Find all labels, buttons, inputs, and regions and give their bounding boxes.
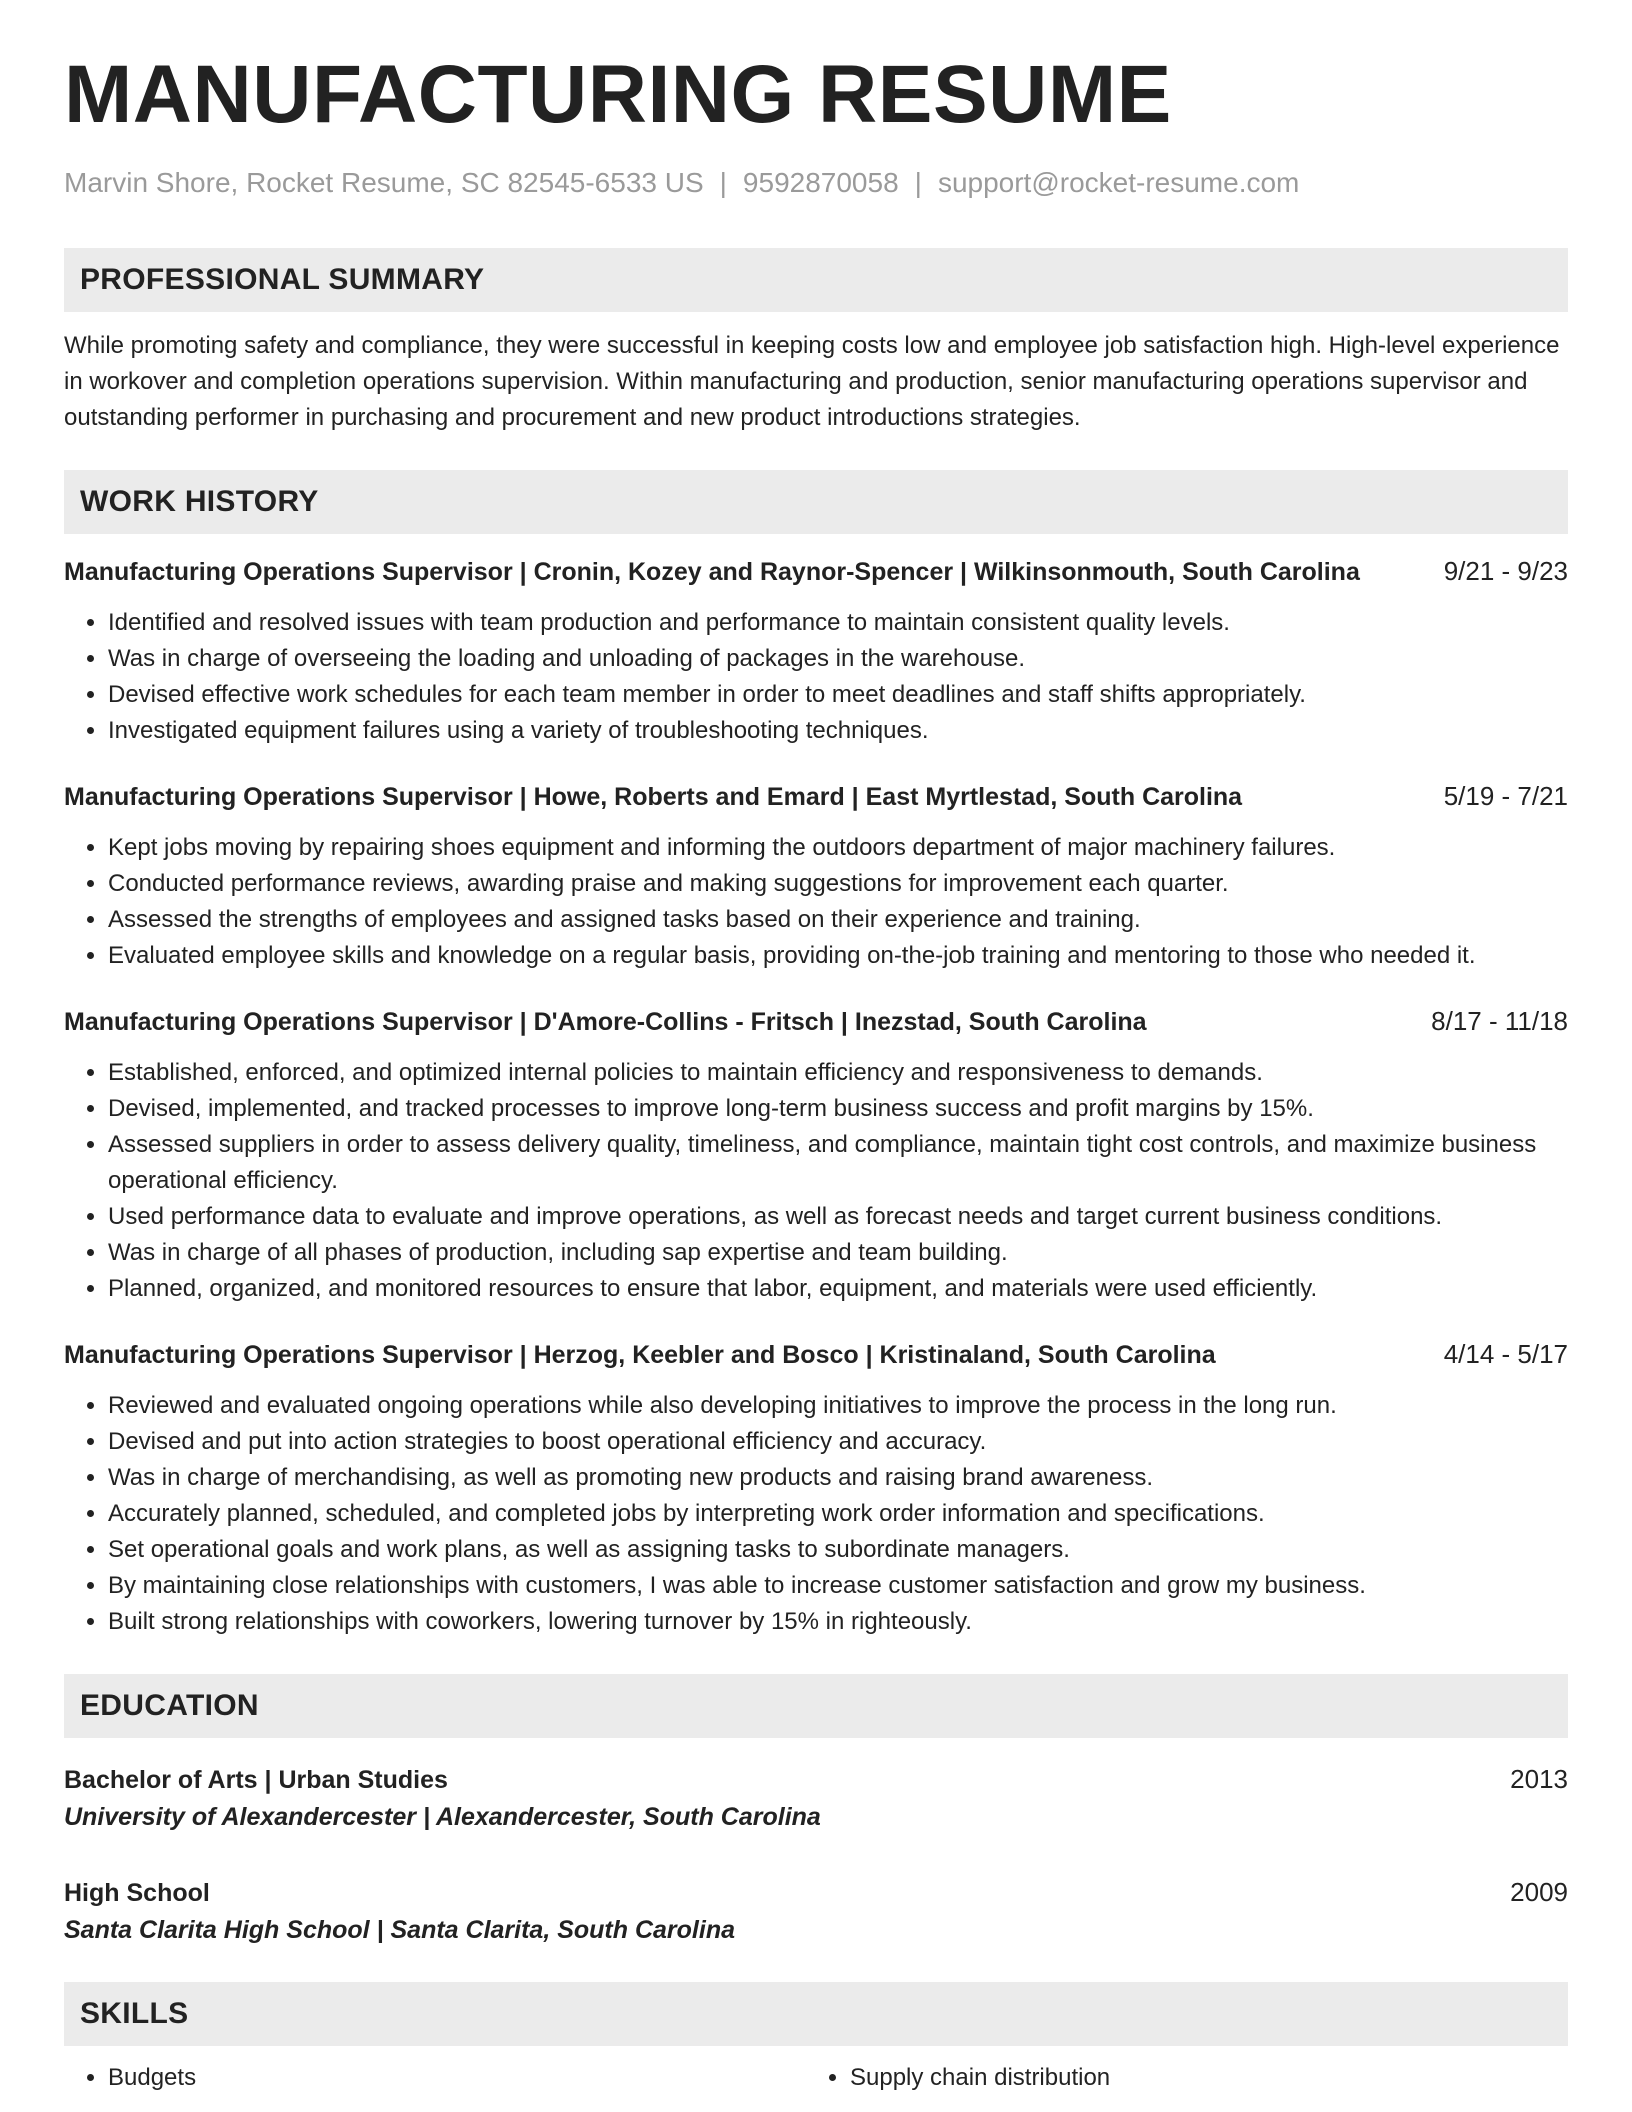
job-dates: 5/19 - 7/21 <box>1443 780 1568 811</box>
job-bullet: • Conducted performance reviews, awarding praise and making suggestions for improvement each quarter. <box>108 866 1568 902</box>
job-bullet: • Built strong relationships with coworkers, lowering turnover by 15% in righteously. <box>108 1604 1568 1640</box>
job-bullet: • Devised and put into action strategies to boost operational efficiency and accuracy. <box>108 1424 1568 1460</box>
job-bullet: • Was in charge of overseeing the loading and unloading of packages in the warehouse. <box>108 641 1568 677</box>
job-title: Manufacturing Operations Supervisor | D'Amore-Collins - Fritsch | Inezstad, South Carolina <box>64 1007 1147 1036</box>
job-bullet: • By maintaining close relationships with customers, I was able to increase customer satisfaction and grow my business. <box>108 1568 1568 1604</box>
job-entry <box>64 1337 1568 1640</box>
section-title: SKILLS <box>80 1996 189 2030</box>
job-bullet: • Used performance data to evaluate and improve operations, as well as forecast needs and target current business conditions. <box>108 1199 1568 1235</box>
job-header <box>64 1337 1568 1372</box>
skill-item: • Supply chain distribution <box>850 2060 1548 2096</box>
job-entry <box>64 1004 1568 1307</box>
education-header <box>64 1873 1568 1912</box>
job-header <box>64 779 1568 814</box>
job-title: Manufacturing Operations Supervisor | Herzog, Keebler and Bosco | Kristinaland, South Carolina <box>64 1340 1216 1369</box>
job-dates: 9/21 - 9/23 <box>1443 555 1568 586</box>
job-bullet: • Was in charge of all phases of production, including sap expertise and team building. <box>108 1235 1568 1271</box>
job-bullet: • Devised, implemented, and tracked processes to improve long-term business success and profit margins by 15%. <box>108 1091 1568 1127</box>
job-bullet: • Accurately planned, scheduled, and completed jobs by interpreting work order information and specifications. <box>108 1496 1568 1532</box>
section-header-education <box>64 1674 1568 1738</box>
job-bullet: • Set operational goals and work plans, as well as assigning tasks to subordinate managers. <box>108 1532 1568 1568</box>
job-bullets <box>64 1055 1568 1307</box>
resume-title: MANUFACTURING RESUME <box>64 49 1172 140</box>
job-header <box>64 1004 1568 1039</box>
education-year: 2009 <box>1510 1876 1568 1907</box>
education-degree: High School <box>64 1878 210 1907</box>
section-header-work-history <box>64 470 1568 534</box>
education-degree: Bachelor of Arts | Urban Studies <box>64 1765 448 1794</box>
job-bullet: • Devised effective work schedules for each team member in order to meet deadlines and staff shifts appropriately. <box>108 677 1568 713</box>
job-bullets <box>64 1388 1568 1640</box>
job-dates: 8/17 - 11/18 <box>1431 1005 1568 1036</box>
skills-column-2 <box>806 2060 1548 2096</box>
education-school: Santa Clarita High School | Santa Clarita, South Carolina <box>64 1915 735 1944</box>
section-header-skills <box>64 1982 1568 2046</box>
skills-list <box>64 2060 1568 2096</box>
job-dates: 4/14 - 5/17 <box>1443 1338 1568 1369</box>
education-school: University of Alexandercester | Alexandercester, South Carolina <box>64 1802 821 1831</box>
job-title: Manufacturing Operations Supervisor | Howe, Roberts and Emard | East Myrtlestad, South Carolina <box>64 782 1243 811</box>
skill-item: • Budgets <box>108 2060 806 2096</box>
contact-address: Marvin Shore, Rocket Resume, SC 82545-6533 US <box>64 167 704 198</box>
job-bullet: • Identified and resolved issues with team production and performance to maintain consistent quality levels. <box>108 605 1568 641</box>
job-entry <box>64 554 1568 749</box>
job-bullet: • Kept jobs moving by repairing shoes equipment and informing the outdoors department of major machinery failures. <box>108 830 1568 866</box>
skills-column-1 <box>64 2060 806 2096</box>
contact-line <box>64 166 1568 200</box>
education-header <box>64 1760 1568 1799</box>
section-title: PROFESSIONAL SUMMARY <box>80 262 485 296</box>
education-entry <box>64 1760 1568 1835</box>
job-header <box>64 554 1568 589</box>
job-bullet: • Reviewed and evaluated ongoing operations while also developing initiatives to improve the process in the long run. <box>108 1388 1568 1424</box>
section-title: EDUCATION <box>80 1688 259 1722</box>
job-title: Manufacturing Operations Supervisor | Cronin, Kozey and Raynor-Spencer | Wilkinsonmouth, South Carolina <box>64 557 1360 586</box>
job-bullet: • Planned, organized, and monitored resources to ensure that labor, equipment, and materials were used efficiently. <box>108 1271 1568 1307</box>
job-entry <box>64 779 1568 974</box>
job-bullet: • Assessed suppliers in order to assess delivery quality, timeliness, and compliance, maintain tight cost controls, and maximize business operational efficiency. <box>108 1127 1568 1199</box>
job-bullet: • Assessed the strengths of employees and assigned tasks based on their experience and training. <box>108 902 1568 938</box>
contact-email: support@rocket-resume.com <box>937 167 1300 198</box>
education-entry <box>64 1873 1568 1948</box>
section-header-summary <box>64 248 1568 312</box>
summary-text: While promoting safety and compliance, they were successful in keeping costs low and employee job satisfaction high. High-level experience in workover and completion operations supervision. Within manufacturing and production, senior manufacturing operations supervisor and outstanding performer in purchasing and procurement and new product introductions strategies. <box>64 331 1560 431</box>
contact-phone: 9592870058 <box>742 167 899 198</box>
job-bullets <box>64 605 1568 749</box>
job-bullets <box>64 830 1568 974</box>
contact-separator: | <box>914 167 922 198</box>
education-year: 2013 <box>1510 1763 1568 1794</box>
job-bullet: • Evaluated employee skills and knowledge on a regular basis, providing on-the-job training and mentoring to those who needed it. <box>108 938 1568 974</box>
contact-separator: | <box>719 167 727 198</box>
job-bullet: • Was in charge of merchandising, as well as promoting new products and raising brand awareness. <box>108 1460 1568 1496</box>
section-title: WORK HISTORY <box>80 484 319 518</box>
job-bullet: • Established, enforced, and optimized internal policies to maintain efficiency and responsiveness to demands. <box>108 1055 1568 1091</box>
job-bullet: • Investigated equipment failures using a variety of troubleshooting techniques. <box>108 713 1568 749</box>
